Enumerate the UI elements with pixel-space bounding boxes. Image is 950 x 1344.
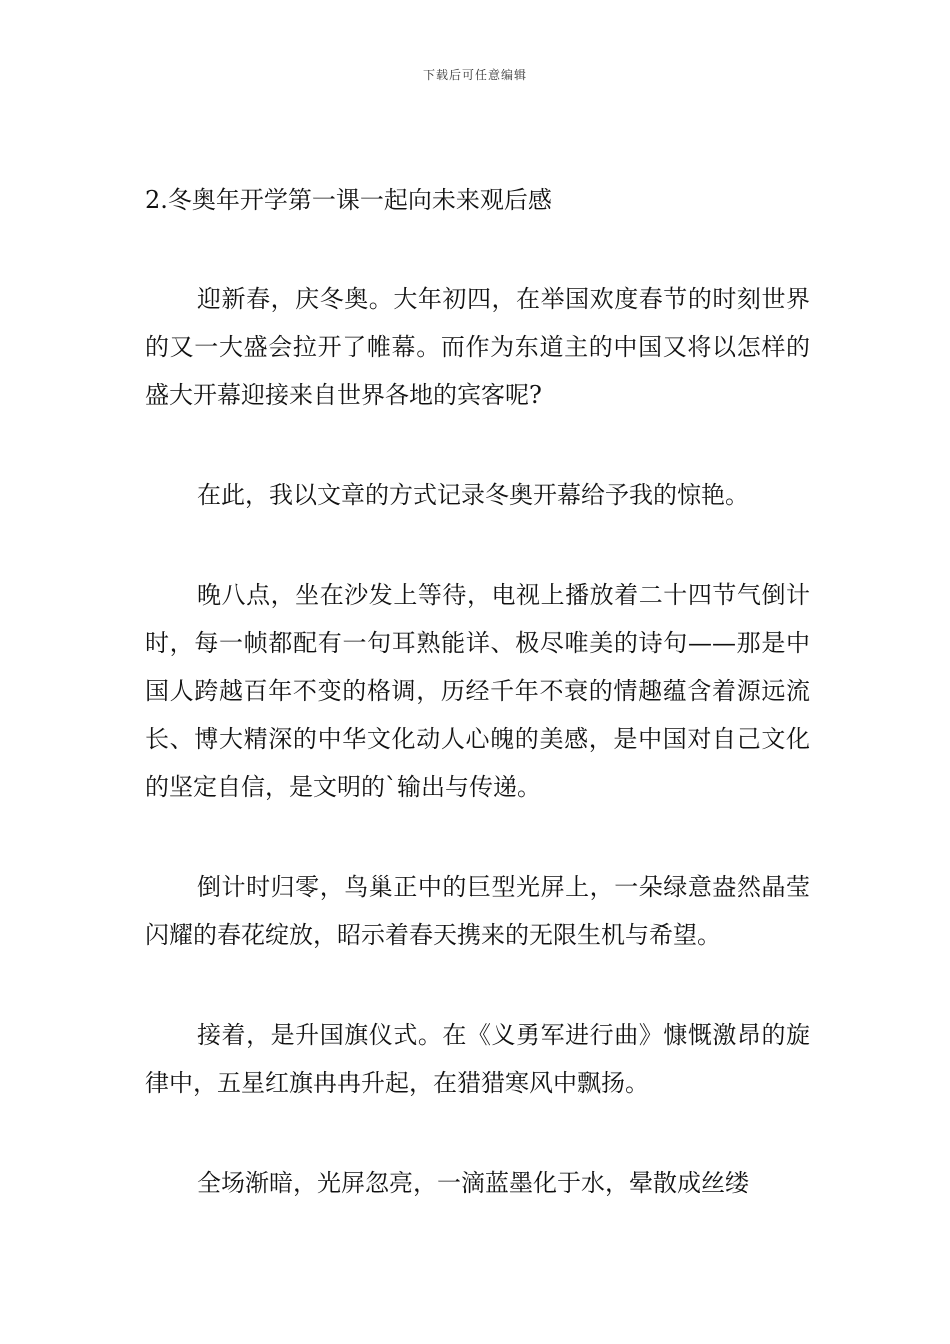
paragraph-1: 迎新春，庆冬奥。大年初四，在举国欢度春节的时刻世界的又一大盛会拉开了帷幕。而作为东道主的中国又将以怎样的盛大开幕迎接来自世界各地的宾客呢?	[145, 285, 810, 409]
paragraph-4: 倒计时归零，鸟巢正中的巨型光屏上，一朵绿意盎然晶莹闪耀的春花绽放，昭示着春天携来的无限生机与希望。	[145, 873, 810, 949]
document-title: 2.冬奥年开学第一课一起向未来观后感	[145, 186, 552, 214]
paragraph-5: 接着，是升国旗仪式。在《义勇军进行曲》慷慨激昂的旋律中，五星红旗冉冉升起，在猎猎寒风中飘扬。	[145, 1021, 810, 1097]
document-body	[145, 180, 810, 1259]
paragraph-2: 在此，我以文章的方式记录冬奥开幕给予我的惊艳。	[197, 481, 749, 509]
paragraph-3: 晚八点，坐在沙发上等待，电视上播放着二十四节气倒计时，每一帧都配有一句耳熟能详、极尽唯美的诗句——那是中国人跨越百年不变的格调，历经千年不衰的情趣蕴含着源远流长、博大精深的中华文化动人心魄的美感，是中国对自己文化的坚定自信，是文明的`输出与传递。	[145, 581, 810, 801]
paragraph-6: 全场渐暗，光屏忽亮，一滴蓝墨化于水，晕散成丝缕	[197, 1169, 749, 1197]
page-header: 下载后可任意编辑	[422, 68, 527, 82]
